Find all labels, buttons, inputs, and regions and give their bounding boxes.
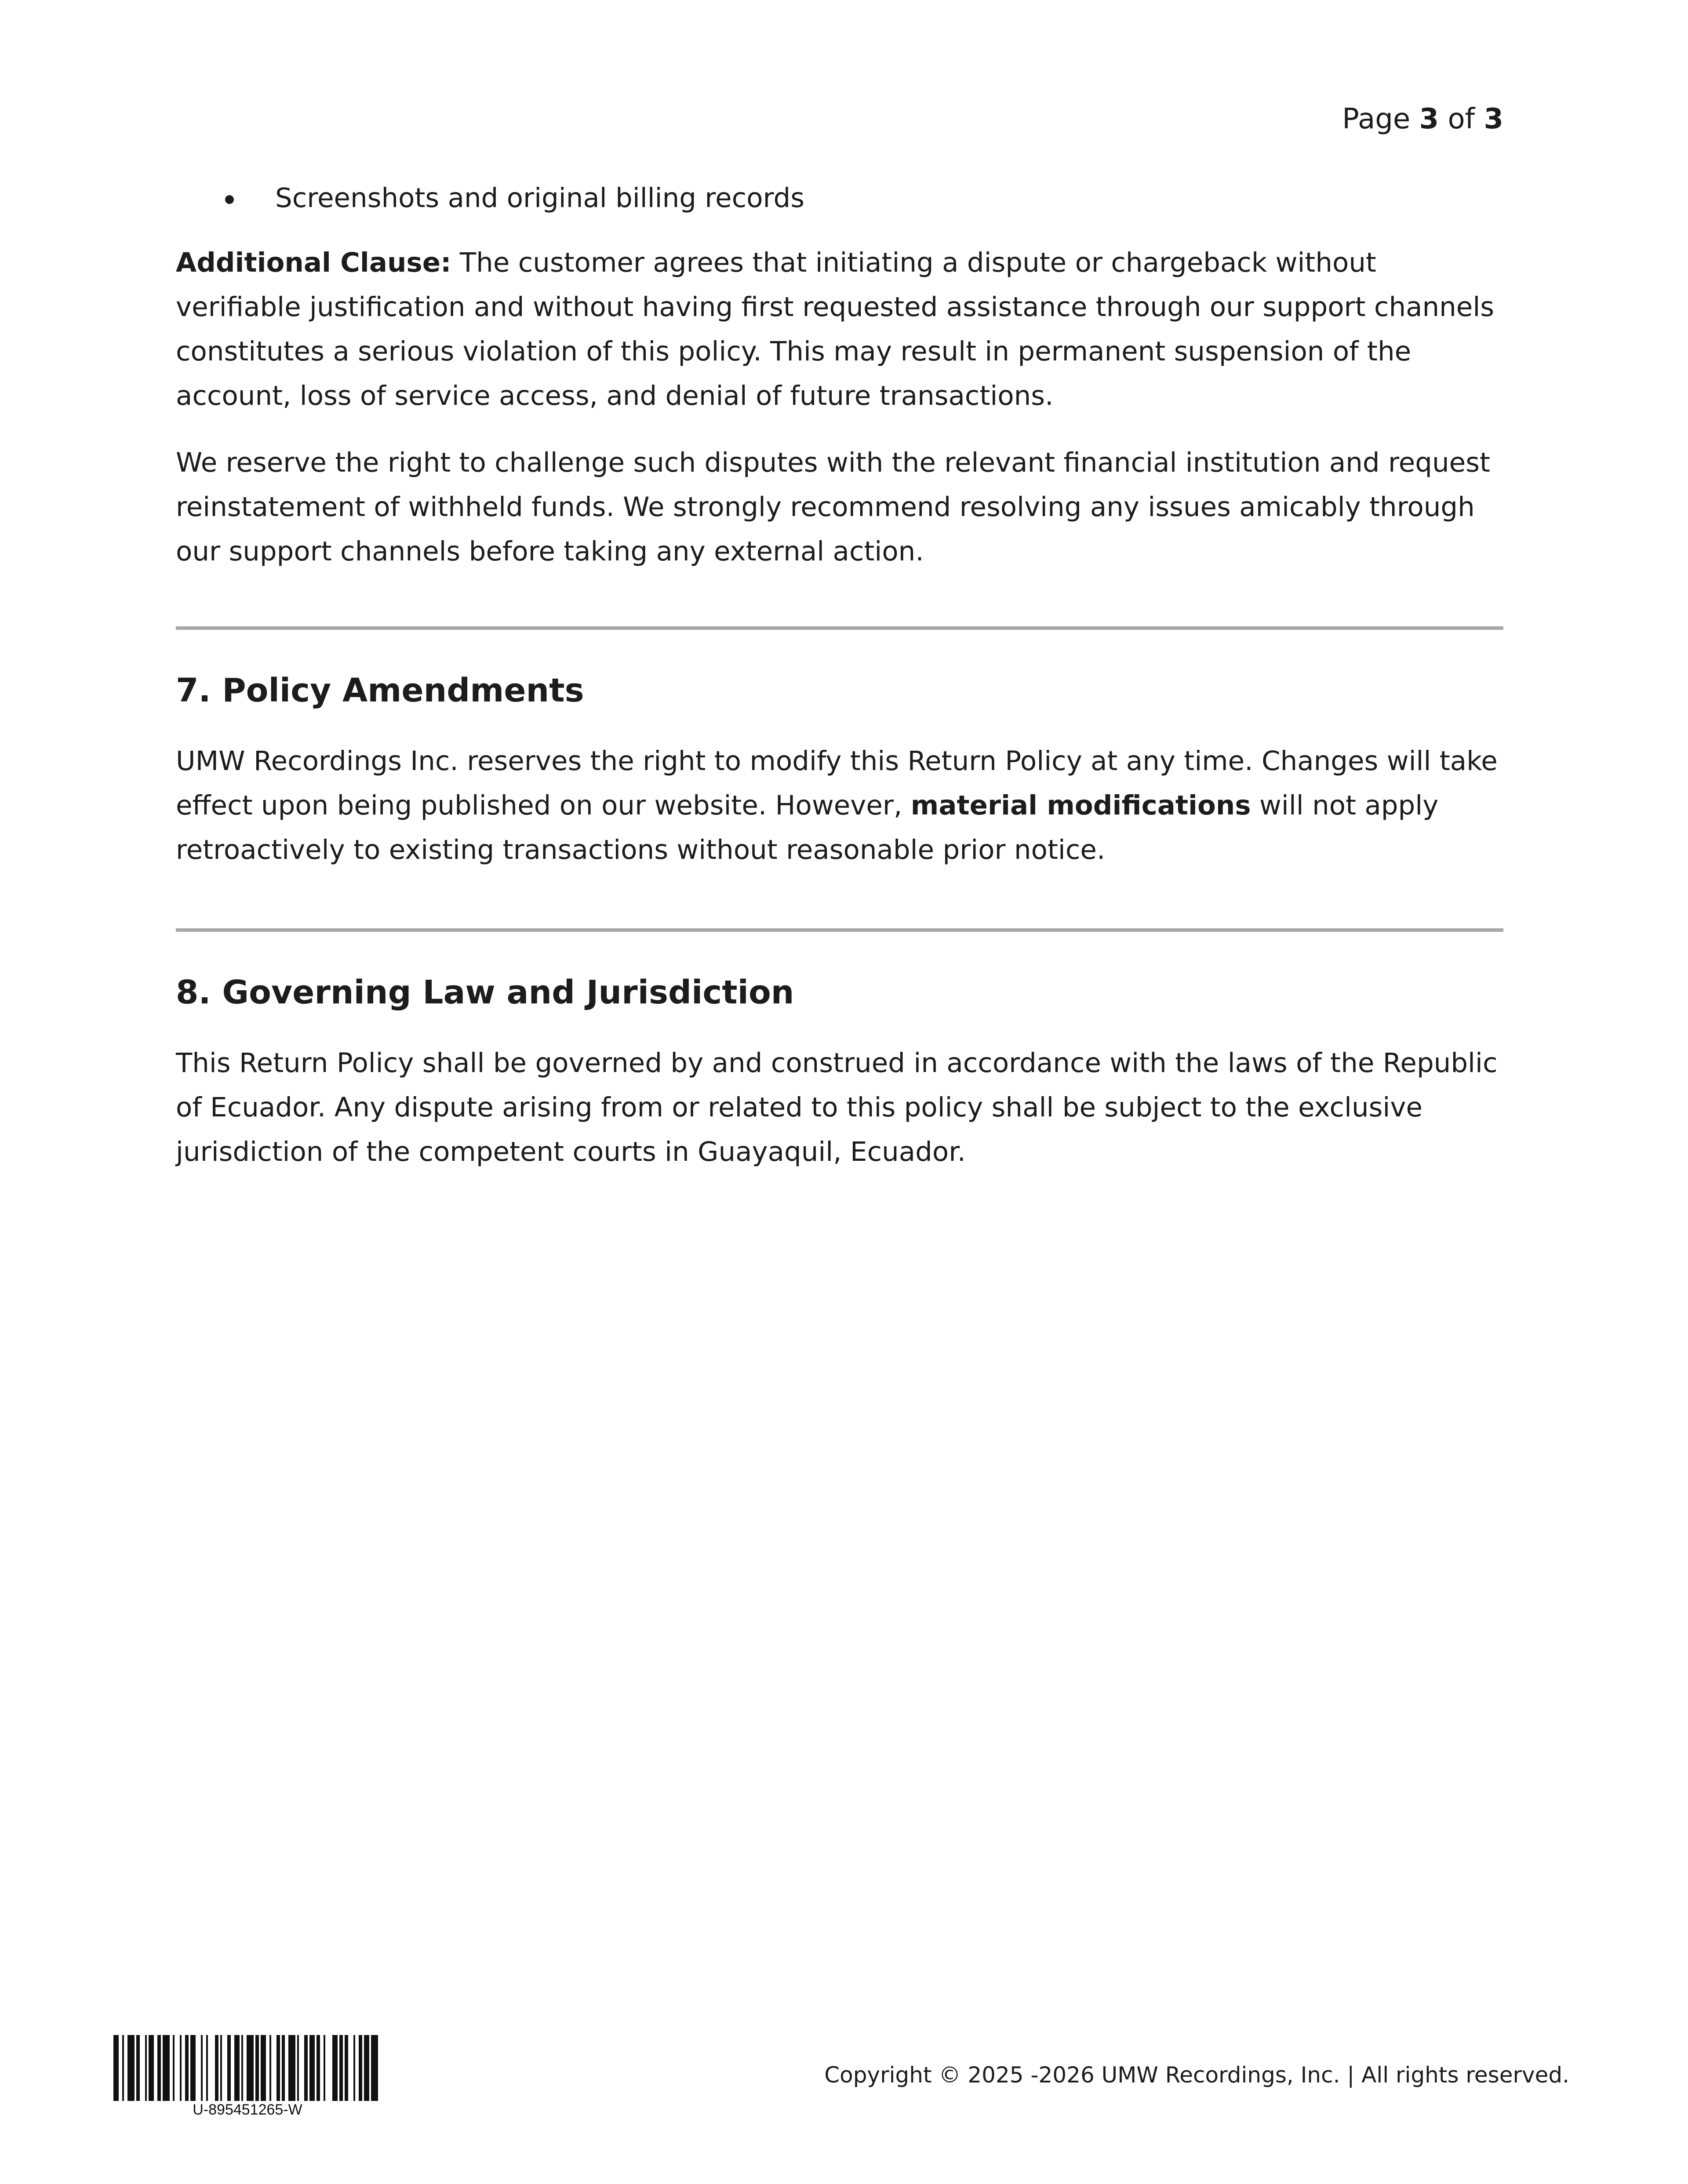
barcode-bar	[203, 2035, 206, 2101]
barcode-bar	[299, 2035, 304, 2101]
barcode-bar	[208, 2035, 215, 2101]
barcode-bar	[182, 2035, 185, 2101]
section-7-text-after: will not apply retroactively to existing transactions without reasonable prior notice.	[176, 790, 1439, 865]
barcode-bar	[231, 2035, 234, 2101]
barcode-bar	[288, 2035, 295, 2101]
additional-clause-label: Additional Clause:	[176, 247, 451, 278]
barcode-graphic	[113, 2035, 382, 2101]
barcode-number: U-895451265-W	[193, 2101, 302, 2118]
evidence-list	[176, 176, 1503, 220]
barcode-bar	[371, 2035, 378, 2101]
barcode-bar	[185, 2035, 189, 2101]
section-divider	[176, 626, 1503, 630]
barcode-bar	[136, 2035, 140, 2101]
barcode-bar	[140, 2035, 145, 2101]
page-of-label: of	[1448, 103, 1475, 135]
barcode-bar	[255, 2035, 259, 2101]
barcode-bar	[175, 2035, 180, 2101]
section-8-paragraph: This Return Policy shall be governed by and construed in accordance with the laws of the Republic of Ecuador. Any dispute arising from or related to this policy shall be subject to the exclusive jurisdiction of the competent courts in Guayaquil, Ecuador.	[176, 1047, 1498, 1167]
barcode-bar	[359, 2035, 362, 2101]
section-7-paragraph	[176, 739, 1503, 872]
document-body	[176, 176, 1503, 1174]
barcode-bar	[325, 2035, 332, 2101]
copyright-notice: Copyright © 2025 -2026 UMW Recordings, Inc. | All rights reserved.	[824, 2062, 1569, 2088]
barcode-bar	[247, 2035, 254, 2101]
barcode-bar	[316, 2035, 320, 2101]
barcode-bar	[355, 2035, 359, 2101]
barcode-bar	[124, 2035, 127, 2101]
barcode-bar	[227, 2035, 231, 2101]
section-8-heading: 8. Governing Law and Jurisdiction	[176, 974, 794, 1011]
barcode-bar	[215, 2035, 218, 2101]
section-7-text-before: UMW Recordings Inc. reserves the right to modify this Return Policy at any time. Changes will take effect upon being published on our website. However,	[176, 745, 1498, 821]
barcode-bar	[364, 2035, 369, 2101]
material-modifications-emphasis: material modifications	[910, 790, 1251, 821]
section-divider	[176, 928, 1503, 932]
page-number	[1342, 99, 1503, 139]
barcode-bar	[127, 2035, 135, 2101]
page-prefix: Page	[1342, 103, 1411, 135]
barcode-bar	[261, 2035, 266, 2101]
barcode-bar	[149, 2035, 154, 2101]
reserve-rights-paragraph: We reserve the right to challenge such disputes with the relevant financial institution and request reinstatement of withheld funds. We strongly recommend resolving any issues amicably through our support channels before taking any external action.	[176, 447, 1490, 567]
barcode-bar	[304, 2035, 308, 2101]
bullet-icon	[225, 195, 234, 204]
barcode-bar	[271, 2035, 276, 2101]
barcode-bar	[276, 2035, 280, 2101]
barcode-bar	[309, 2035, 315, 2101]
barcode-bar	[285, 2035, 288, 2101]
barcode-bar	[345, 2035, 348, 2101]
barcode-bar	[378, 2035, 382, 2101]
barcode-bar	[119, 2035, 122, 2101]
additional-clause-paragraph	[176, 240, 1503, 418]
barcode-bar	[282, 2035, 285, 2101]
barcode-bar	[113, 2035, 119, 2101]
barcode-bar	[154, 2035, 157, 2101]
list-item	[176, 176, 1503, 220]
section-7-heading: 7. Policy Amendments	[176, 672, 584, 709]
barcode-bar	[234, 2035, 240, 2101]
barcode-bar	[170, 2035, 173, 2101]
barcode-bar	[320, 2035, 324, 2101]
additional-clause-text: The customer agrees that initiating a dispute or chargeback without verifiable justification and without having first requested assistance through our support channels constitutes a serious violation of this policy. This may result in permanent suspension of the account, loss of service access, and denial of future transactions.	[176, 247, 1495, 411]
barcode-bar	[339, 2035, 343, 2101]
barcode	[113, 2035, 382, 2119]
current-page: 3	[1419, 103, 1439, 135]
barcode-bar	[222, 2035, 227, 2101]
barcode-bar	[190, 2035, 196, 2101]
total-pages: 3	[1484, 103, 1503, 135]
barcode-bar	[163, 2035, 170, 2101]
list-item-text: Screenshots and original billing records	[275, 182, 805, 214]
barcode-bar	[332, 2035, 338, 2101]
barcode-bar	[266, 2035, 269, 2101]
barcode-bar	[348, 2035, 353, 2101]
barcode-bar	[157, 2035, 161, 2101]
barcode-bar	[243, 2035, 247, 2101]
barcode-bar	[196, 2035, 201, 2101]
